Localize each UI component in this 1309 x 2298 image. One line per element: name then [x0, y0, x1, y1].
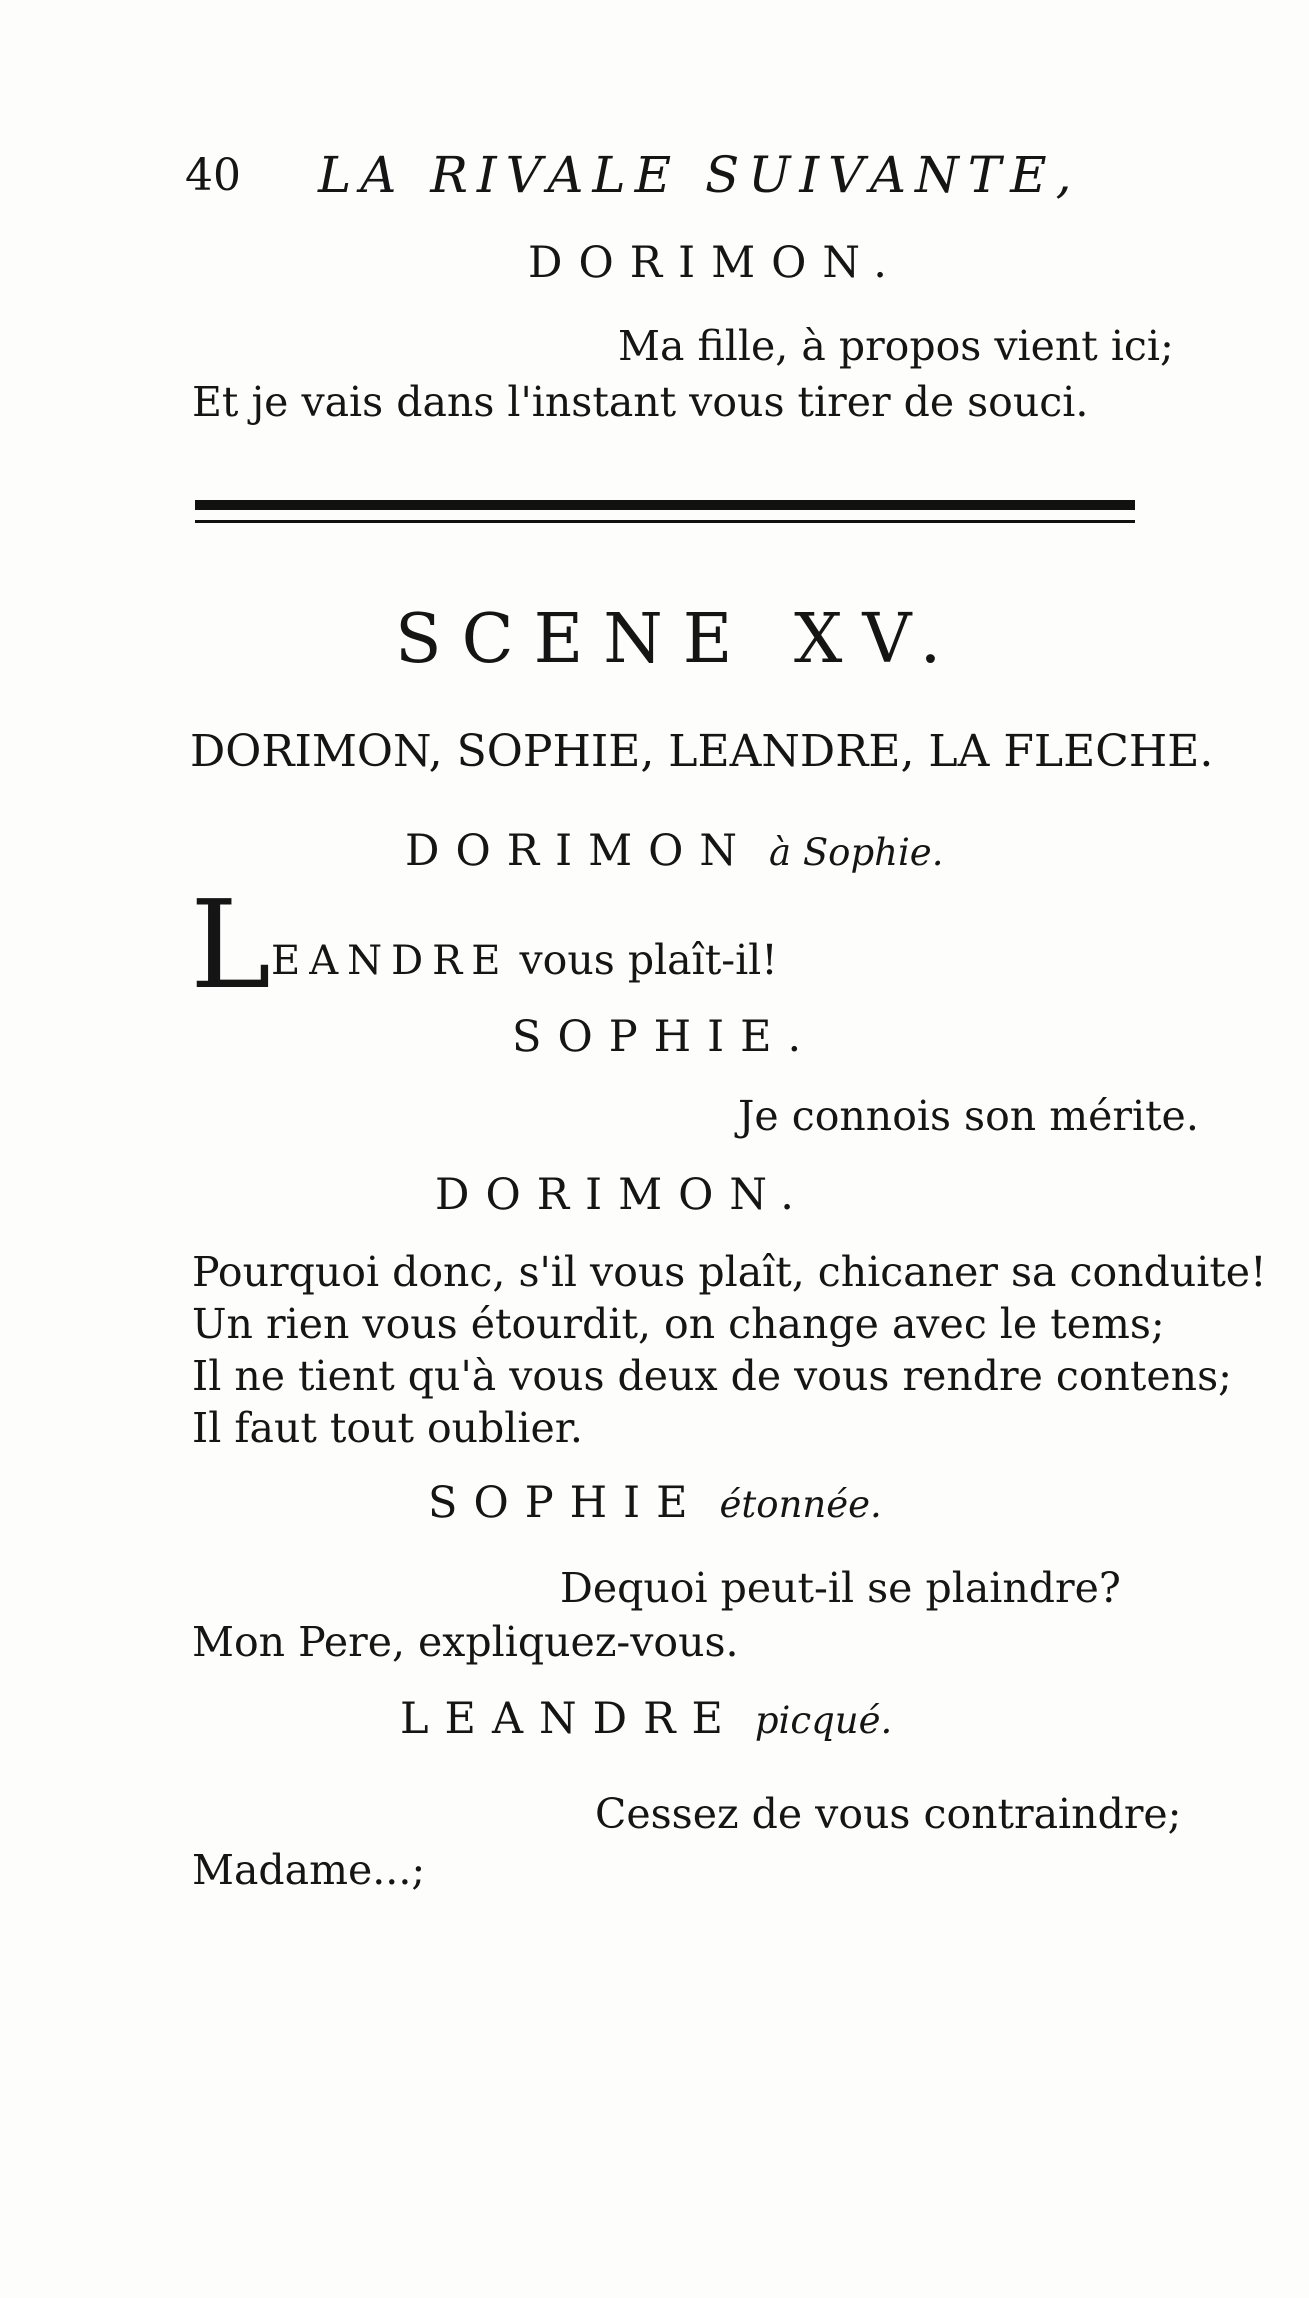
- verse-line: vous plaît-il!: [519, 936, 778, 984]
- stage-direction: étonnée.: [719, 1483, 882, 1526]
- speaker-heading: [405, 826, 943, 876]
- dropcap-letter: L: [190, 874, 272, 1016]
- speaker-name: LEANDRE: [400, 1694, 739, 1744]
- stage-direction: picqué.: [754, 1699, 893, 1742]
- scene-title: SCENE XV.: [395, 600, 962, 679]
- speaker-name: SOPHIE: [428, 1478, 704, 1528]
- speaker-name: SOPHIE.: [512, 1012, 818, 1062]
- verse-line: Dequoi peut-il se plaindre?: [560, 1564, 1121, 1612]
- verse-line: Cessez de vous contraindre;: [595, 1790, 1182, 1838]
- speaker-name: DORIMON.: [435, 1170, 810, 1220]
- speaker-name: DORIMON.: [528, 238, 903, 288]
- verse-line: Pourquoi donc, s'il vous plaît, chicaner sa conduite!: [192, 1248, 1267, 1296]
- page-number: 40: [185, 150, 241, 201]
- verse-line: Un rien vous étourdit, on change avec le tems;: [192, 1300, 1165, 1348]
- verse-line: Mon Pere, expliquez-vous.: [192, 1618, 739, 1666]
- verse-line: Madame...;: [192, 1846, 426, 1894]
- divider-rule-thin: [195, 520, 1135, 523]
- speaker-heading: [400, 1694, 892, 1744]
- divider-rule-thick: [195, 500, 1135, 510]
- verse-line: Il faut tout oublier.: [192, 1404, 583, 1452]
- verse-line: Et je vais dans l'instant vous tirer de souci.: [192, 378, 1089, 426]
- dropcap-line: [190, 874, 778, 1016]
- verse-line: Il ne tient qu'à vous deux de vous rendre contens;: [192, 1352, 1232, 1400]
- stage-direction: à Sophie.: [769, 831, 944, 874]
- verse-line: Ma fille, à propos vient ici;: [618, 322, 1174, 370]
- running-title: LA RIVALE SUIVANTE,: [318, 146, 1081, 204]
- scene-cast-list: DORIMON, SOPHIE, LEANDRE, LA FLECHE.: [190, 726, 1214, 777]
- dropcap-continuation: EANDRE vous plaît-il!: [271, 936, 778, 984]
- speaker-name: DORIMON: [405, 826, 753, 876]
- verse-line: Je connois son mérite.: [738, 1092, 1199, 1140]
- speaker-heading: [428, 1478, 882, 1528]
